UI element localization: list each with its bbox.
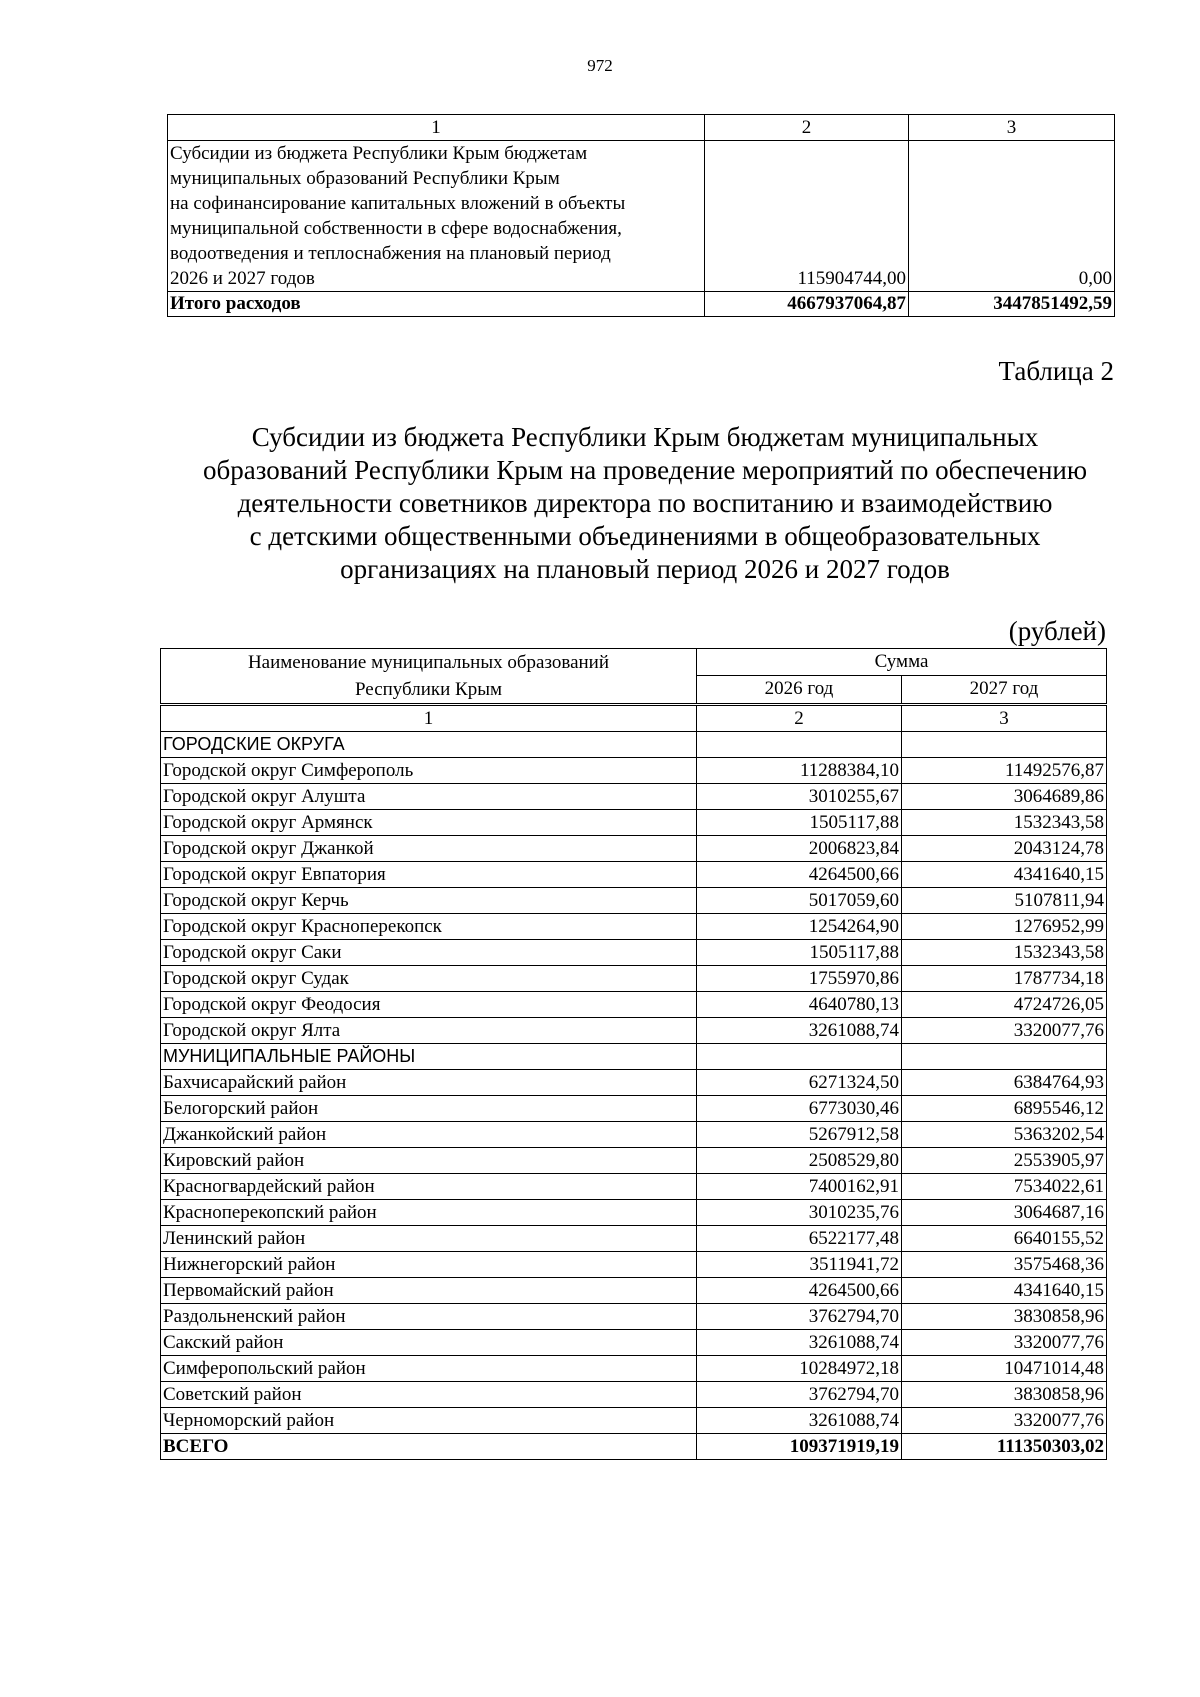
value-2027: 3320077,76 [902, 1018, 1107, 1044]
value-2026: 4640780,13 [697, 992, 902, 1018]
table-row [161, 836, 1107, 862]
table1-row-name [168, 141, 705, 292]
table1-row-value-2027: 0,00 [909, 141, 1115, 292]
value-2027: 4341640,15 [902, 1278, 1107, 1304]
municipality-name: Черноморский район [161, 1408, 697, 1434]
value-2027: 5107811,94 [902, 888, 1107, 914]
table-row [161, 1382, 1107, 1408]
table1-total-row [168, 292, 1115, 317]
value-2027: 3830858,96 [902, 1382, 1107, 1408]
table-row [161, 1408, 1107, 1434]
sum-column-header: Сумма [697, 649, 1107, 676]
table-row [161, 940, 1107, 966]
municipality-name: Красноперекопский район [161, 1200, 697, 1226]
municipality-name: Городской округ Саки [161, 940, 697, 966]
municipality-name: Городской округ Судак [161, 966, 697, 992]
municipality-name: Первомайский район [161, 1278, 697, 1304]
table-row [161, 1018, 1107, 1044]
empty-cell [902, 732, 1107, 758]
municipality-name: Нижнегорский район [161, 1252, 697, 1278]
table1-row-name-line: Субсидии из бюджета Республики Крым бюджетам [170, 143, 588, 164]
value-2027: 3830858,96 [902, 1304, 1107, 1330]
section-title: МУНИЦИПАЛЬНЫЕ РАЙОНЫ [161, 1044, 697, 1070]
table-row [161, 914, 1107, 940]
municipality-name: Городской округ Красноперекопск [161, 914, 697, 940]
value-2027: 3575468,36 [902, 1252, 1107, 1278]
table-row [161, 1304, 1107, 1330]
value-2026: 6522177,48 [697, 1226, 902, 1252]
table-row [161, 1070, 1107, 1096]
section-header-row [161, 1044, 1107, 1070]
table-row [161, 1252, 1107, 1278]
value-2026: 3010235,76 [697, 1200, 902, 1226]
value-2027: 2553905,97 [902, 1148, 1107, 1174]
value-2026: 3261088,74 [697, 1018, 902, 1044]
table-row [161, 784, 1107, 810]
value-2027: 5363202,54 [902, 1122, 1107, 1148]
empty-cell [697, 732, 902, 758]
subsidies-table [160, 648, 1107, 1460]
table-label: Таблица 2 [998, 356, 1114, 386]
year-2027-header: 2027 год [902, 676, 1107, 705]
value-2027: 6384764,93 [902, 1070, 1107, 1096]
municipality-name: Городской округ Евпатория [161, 862, 697, 888]
page-number: 972 [587, 56, 613, 75]
value-2027: 3320077,76 [902, 1330, 1107, 1356]
table-row [161, 1356, 1107, 1382]
value-2027: 4341640,15 [902, 862, 1107, 888]
value-2027: 11492576,87 [902, 758, 1107, 784]
value-2027: 2043124,78 [902, 836, 1107, 862]
value-2026: 11288384,10 [697, 758, 902, 784]
value-2026: 1505117,88 [697, 810, 902, 836]
value-2027: 1787734,18 [902, 966, 1107, 992]
table-row [161, 1148, 1107, 1174]
value-2027: 1532343,58 [902, 810, 1107, 836]
value-2026: 5267912,58 [697, 1122, 902, 1148]
municipality-name: Городской округ Джанкой [161, 836, 697, 862]
municipality-name: Городской округ Керчь [161, 888, 697, 914]
value-2026: 6271324,50 [697, 1070, 902, 1096]
municipality-name: Сакский район [161, 1330, 697, 1356]
table-title [110, 421, 1180, 586]
value-2027: 6640155,52 [902, 1226, 1107, 1252]
expenses-table-continued [167, 114, 1115, 317]
table2-column-numbers [161, 705, 1107, 732]
table1-colnum-1: 1 [168, 115, 705, 141]
value-2027: 10471014,48 [902, 1356, 1107, 1382]
table1-total-2027: 3447851492,59 [909, 292, 1115, 317]
table1-colnum-3: 3 [909, 115, 1115, 141]
value-2027: 1276952,99 [902, 914, 1107, 940]
table1-row-name-line: муниципальных образований Республики Крым [170, 168, 560, 189]
table-row [161, 1096, 1107, 1122]
empty-cell [902, 1044, 1107, 1070]
value-2026: 3261088,74 [697, 1408, 902, 1434]
value-2026: 3010255,67 [697, 784, 902, 810]
municipality-name: Ленинский район [161, 1226, 697, 1252]
table-row [161, 1200, 1107, 1226]
table1-column-numbers [168, 115, 1115, 141]
table-row [161, 888, 1107, 914]
municipality-name: Советский район [161, 1382, 697, 1408]
table-row [161, 1226, 1107, 1252]
municipality-name: Городской округ Ялта [161, 1018, 697, 1044]
table1-row-name-line: на софинансирование капитальных вложений в объекты [170, 193, 626, 214]
table-row [161, 1278, 1107, 1304]
table1-row-name-line: 2026 и 2027 годов [170, 268, 315, 289]
municipality-name: Городской округ Армянск [161, 810, 697, 836]
municipality-name: Симферопольский район [161, 1356, 697, 1382]
value-2026: 1254264,90 [697, 914, 902, 940]
table1-row-value-2026: 115904744,00 [705, 141, 909, 292]
value-2026: 7400162,91 [697, 1174, 902, 1200]
table-row [161, 758, 1107, 784]
units-label: (рублей) [1008, 616, 1106, 646]
table-row [161, 1174, 1107, 1200]
name-column-header [161, 649, 697, 705]
value-2027: 1532343,58 [902, 940, 1107, 966]
table1-total-2026: 4667937064,87 [705, 292, 909, 317]
section-header-row [161, 732, 1107, 758]
value-2027: 7534022,61 [902, 1174, 1107, 1200]
table-row [161, 992, 1107, 1018]
table1-colnum-2: 2 [705, 115, 909, 141]
table1-row-name-line: водоотведения и теплоснабжения на плановый период [170, 243, 611, 264]
table-row [161, 966, 1107, 992]
table2-colnum-1: 1 [161, 705, 697, 732]
table2-total-label: ВСЕГО [161, 1434, 697, 1460]
value-2027: 3064687,16 [902, 1200, 1107, 1226]
table-title-line: образований Республики Крым на проведение мероприятий по обеспечению [202, 455, 1088, 485]
municipality-name: Городской округ Алушта [161, 784, 697, 810]
table-title-line: деятельности советников директора по воспитанию и взаимодействию [237, 488, 1053, 518]
table-title-line: организациях на плановый период 2026 и 2027 годов [340, 554, 950, 584]
table-title-line: Субсидии из бюджета Республики Крым бюджетам муниципальных [251, 422, 1039, 452]
table2-header-row [161, 649, 1107, 676]
table2-total-2026: 109371919,19 [697, 1434, 902, 1460]
value-2026: 3511941,72 [697, 1252, 902, 1278]
value-2027: 3320077,76 [902, 1408, 1107, 1434]
municipality-name: Джанкойский район [161, 1122, 697, 1148]
table2-total-row [161, 1434, 1107, 1460]
municipality-name: Белогорский район [161, 1096, 697, 1122]
table-title-line: с детскими общественными объединениями в общеобразовательных [249, 521, 1041, 551]
value-2026: 3762794,70 [697, 1382, 902, 1408]
year-2026-header: 2026 год [697, 676, 902, 705]
value-2027: 3064689,86 [902, 784, 1107, 810]
table2-colnum-2: 2 [697, 705, 902, 732]
municipality-name: Городской округ Симферополь [161, 758, 697, 784]
municipality-name: Кировский район [161, 1148, 697, 1174]
value-2026: 4264500,66 [697, 1278, 902, 1304]
name-column-header-line: Наименование муниципальных образований [247, 652, 610, 673]
value-2026: 2508529,80 [697, 1148, 902, 1174]
table-row [161, 1122, 1107, 1148]
value-2026: 5017059,60 [697, 888, 902, 914]
table1-row [168, 141, 1115, 292]
value-2026: 10284972,18 [697, 1356, 902, 1382]
section-title: ГОРОДСКИЕ ОКРУГА [161, 732, 697, 758]
empty-cell [697, 1044, 902, 1070]
table-row [161, 810, 1107, 836]
table2-colnum-3: 3 [902, 705, 1107, 732]
table1-row-name-line: муниципальной собственности в сфере водоснабжения, [170, 218, 622, 239]
municipality-name: Городской округ Феодосия [161, 992, 697, 1018]
value-2026: 3762794,70 [697, 1304, 902, 1330]
municipality-name: Красногвардейский район [161, 1174, 697, 1200]
value-2027: 6895546,12 [902, 1096, 1107, 1122]
value-2026: 6773030,46 [697, 1096, 902, 1122]
value-2027: 4724726,05 [902, 992, 1107, 1018]
table1-total-label: Итого расходов [168, 292, 705, 317]
value-2026: 1505117,88 [697, 940, 902, 966]
table2-total-2027: 111350303,02 [902, 1434, 1107, 1460]
municipality-name: Раздольненский район [161, 1304, 697, 1330]
table-row [161, 1330, 1107, 1356]
value-2026: 3261088,74 [697, 1330, 902, 1356]
name-column-header-line: Республики Крым [354, 679, 503, 700]
table-row [161, 862, 1107, 888]
value-2026: 1755970,86 [697, 966, 902, 992]
value-2026: 4264500,66 [697, 862, 902, 888]
value-2026: 2006823,84 [697, 836, 902, 862]
municipality-name: Бахчисарайский район [161, 1070, 697, 1096]
